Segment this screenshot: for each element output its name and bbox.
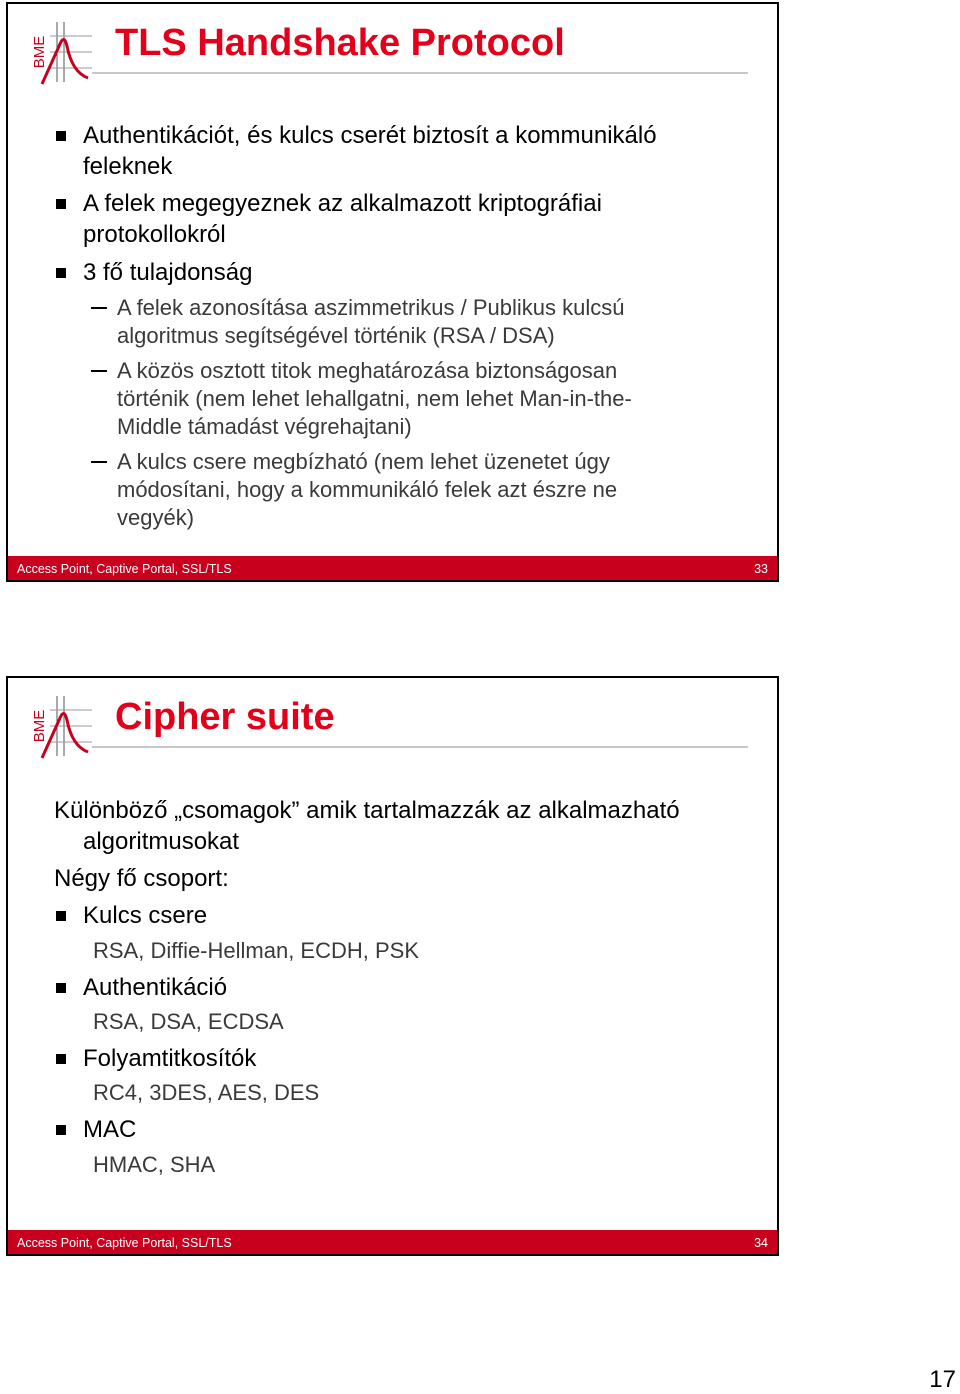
slide-body [8,678,777,1254]
group-item: Kulcs csere [83,900,743,931]
groups-heading: Négy fő csoport: [54,865,229,892]
bullet-square-icon [56,199,66,209]
svg-text:BME: BME [31,709,48,743]
group-algorithms: RC4, 3DES, AES, DES [93,1080,320,1105]
bullet-item: Authentikációt, és kulcs cserét biztosít a kommunikáló feleknek [83,120,743,182]
slide-body [8,4,777,580]
group-algorithms: RSA, Diffie-Hellman, ECDH, PSK [93,938,420,963]
bullet-square-icon [56,131,66,141]
slide-footer [8,1230,777,1254]
slide-title: Cipher suite [115,696,335,738]
group-algorithms: HMAC, SHA [93,1152,216,1177]
group-algorithms: RSA, DSA, ECDSA [93,1009,284,1034]
slide-number: 34 [754,1236,768,1250]
bullet-item: 3 fő tulajdonság [83,257,743,288]
slide-34 [6,676,779,1256]
dash-icon [91,370,107,372]
bullet-square-icon [56,268,66,278]
footer-text: Access Point, Captive Portal, SSL/TLS [17,562,232,576]
sub-bullet-item: A közös osztott titok meghatározása biztonságosan történik (nem lehet lehallgatni, nem lehet Man-in-the-Middle támadást végrehajtani) [117,357,687,441]
bullet-square-icon [56,983,66,993]
slide-title: TLS Handshake Protocol [115,22,565,64]
bullet-square-icon [56,1054,66,1064]
dash-icon [91,307,107,309]
footer-text: Access Point, Captive Portal, SSL/TLS [17,1236,232,1250]
slide-footer [8,556,777,580]
dash-icon [91,461,107,463]
bullet-square-icon [56,1125,66,1135]
slide-33 [6,2,779,582]
bullet-square-icon [56,911,66,921]
group-item: MAC [83,1114,743,1145]
slide-number: 33 [754,562,768,576]
sub-bullet-item: A kulcs csere megbízható (nem lehet üzenetet úgy módosítani, hogy a kommunikáló felek azt észre ne vegyék) [117,448,687,532]
intro-text: Különböző „csomagok” amik tartalmazzák az alkalmazható algoritmusokat [54,797,680,855]
page-number: 17 [929,1366,956,1393]
sub-bullet-item: A felek azonosítása aszimmetrikus / Publikus kulcsú algoritmus segítségével történik (RSA / DSA) [117,294,687,350]
group-item: Authentikáció [83,972,743,1003]
svg-text:BME: BME [31,35,48,69]
bullet-item: A felek megegyeznek az alkalmazott kriptográfiai protokollokról [83,188,743,250]
group-item: Folyamtitkosítók [83,1043,743,1074]
